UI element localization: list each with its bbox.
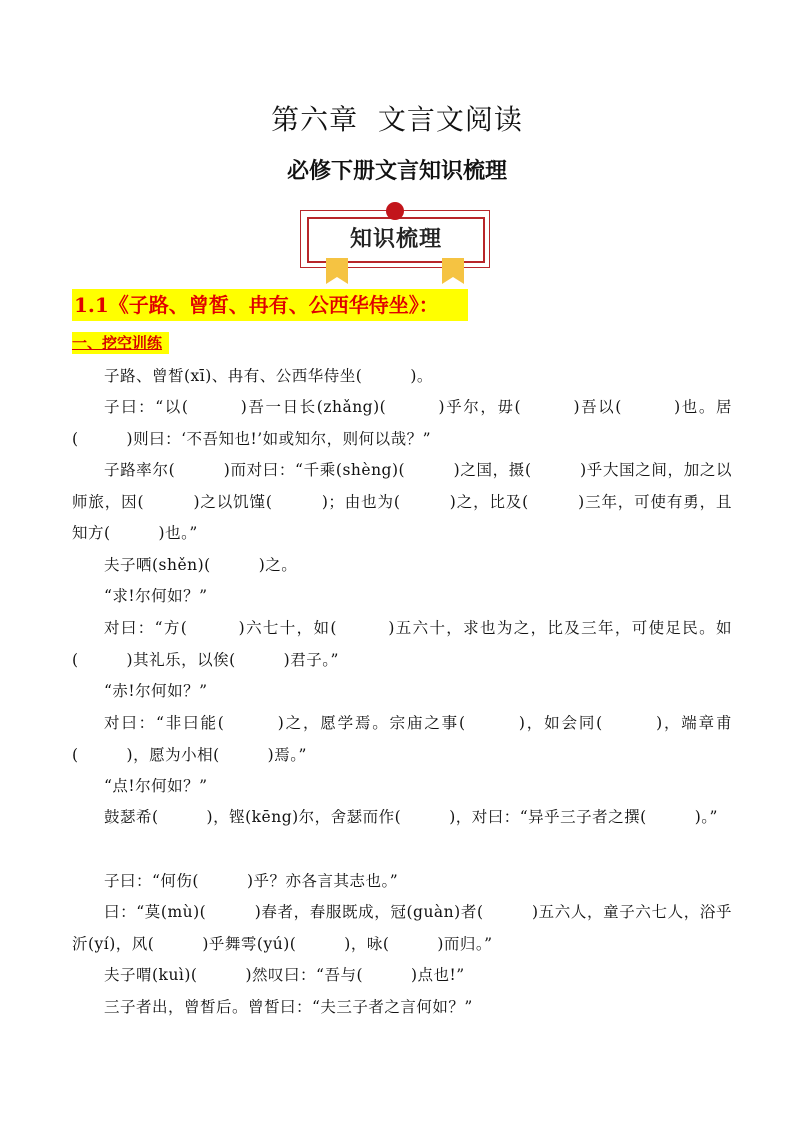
paragraph: 鼓瑟希( )，铿(kēng)尔，舍瑟而作( )，对曰：“异乎三子者之撰( )。”	[104, 808, 718, 826]
paragraph: 对曰：“方( )六七十，如( )五六十，求也为之，比及三年，可使足民。如( )其礼乐，以俟( )君子。”	[72, 619, 732, 669]
knowledge-banner	[300, 200, 490, 284]
paragraph: 曰：“莫(mù)( )春者，春服既成，冠(guàn)者( )五六人，童子六七人，浴乎沂(yí)，风( )乎舞雩(yú)( )，咏( )而归。”	[72, 903, 732, 953]
ribbon-right-icon	[442, 258, 464, 284]
heading-1: 1.1《子路、曾皙、冉有、公西华侍坐》：	[72, 289, 468, 321]
paragraph: 子路、曾皙(xī)、冉有、公西华侍坐( )。	[104, 367, 433, 385]
paragraph: 三子者出，曾皙后。曾皙曰：“夫三子者之言何如？”	[104, 998, 473, 1016]
ribbon-left-icon	[326, 258, 348, 284]
paragraph: 子路率尔( )而对曰：“千乘(shèng)( )之国，摄( )乎大国之间，加之以师旅，因( )之以饥馑( )；由也为( )之，比及( )三年，可使有勇，且知方( )也。”	[72, 461, 732, 542]
red-dot-icon	[386, 202, 404, 220]
paragraph: 子曰：“何伤( )乎？亦各言其志也。”	[104, 872, 399, 890]
chapter-title: 第六章 文言文阅读	[271, 103, 523, 136]
banner-label: 知识梳理	[307, 217, 485, 263]
paragraph: 对曰：“非曰能( )之，愿学焉。宗庙之事( )，如会同( )，端章甫( )，愿为小相( )焉。”	[72, 714, 732, 764]
paragraph: 夫子哂(shěn)( )之。	[104, 556, 298, 574]
paragraph: 子曰：“以( )吾一日长(zhǎng)( )乎尔，毋( )吾以( )也。居( )则曰：‘不吾知也!’如或知尔，则何以哉？”	[72, 398, 732, 448]
heading-2: 一、挖空训练	[72, 332, 169, 354]
paragraph: “点!尔何如？”	[104, 777, 208, 795]
section-title: 必修下册文言知识梳理	[286, 158, 507, 184]
paragraph: “赤!尔何如？”	[104, 682, 208, 700]
paragraph: 夫子喟(kuì)( )然叹曰：“吾与( )点也!”	[104, 966, 465, 984]
paragraph: “求!尔何如？”	[104, 587, 208, 605]
